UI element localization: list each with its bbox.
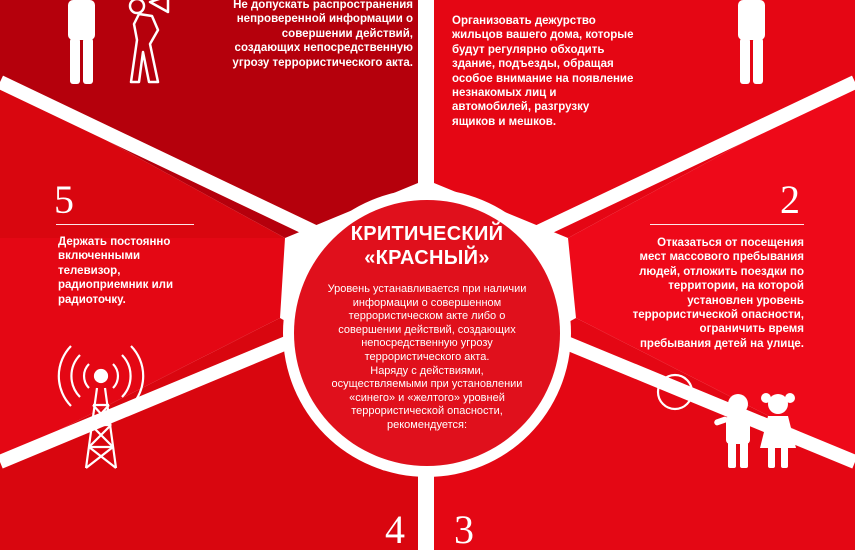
panel-right-number: 2 (780, 177, 800, 222)
center-title-line1: КРИТИЧЕСКИЙ (350, 223, 504, 245)
panel-left-number: 5 (54, 177, 74, 222)
panel-bottom-left-number: 4 (385, 507, 405, 552)
center-title (296, 222, 558, 270)
center-text: Уровень устанавливается при наличии информации о совершенном террористическом акте либо о совершении действий, создающих непосредственную угрозу террористического акта. Наряду с действиями, осуществляемыми при установлении «синего» и «желтого» уровней террористической опасности, рекомендуется: (327, 283, 527, 431)
panel-right-rule (650, 224, 804, 225)
panel-left-rule (56, 224, 194, 225)
panel-right-text: Отказаться от посещения мест массового пребывания людей, отложить поездки по территории, на которой установлен уровень террористической опасности, ограничить время пребывания детей на улице. (632, 237, 804, 350)
panel-left-text: Держать постоянно включенными телевизор, радиоприемник или радиоточку. (58, 236, 174, 306)
panel-top-left-text: Не допускать распространения непроверенной информации о совершении действий, создающих непосредственную угрозу террористического акта. (232, 0, 413, 69)
center-title-line2: «КРАСНЫЙ» (364, 247, 490, 269)
panel-top-right-text: Организовать дежурство жильцов вашего дома, которые будут регулярно обходить здание, подъезды, обращая особое внимание на появление незнакомых лиц и автомобилей, разгрузку ящиков и мешков. (452, 15, 634, 128)
panel-bottom-right-number: 3 (454, 507, 474, 552)
